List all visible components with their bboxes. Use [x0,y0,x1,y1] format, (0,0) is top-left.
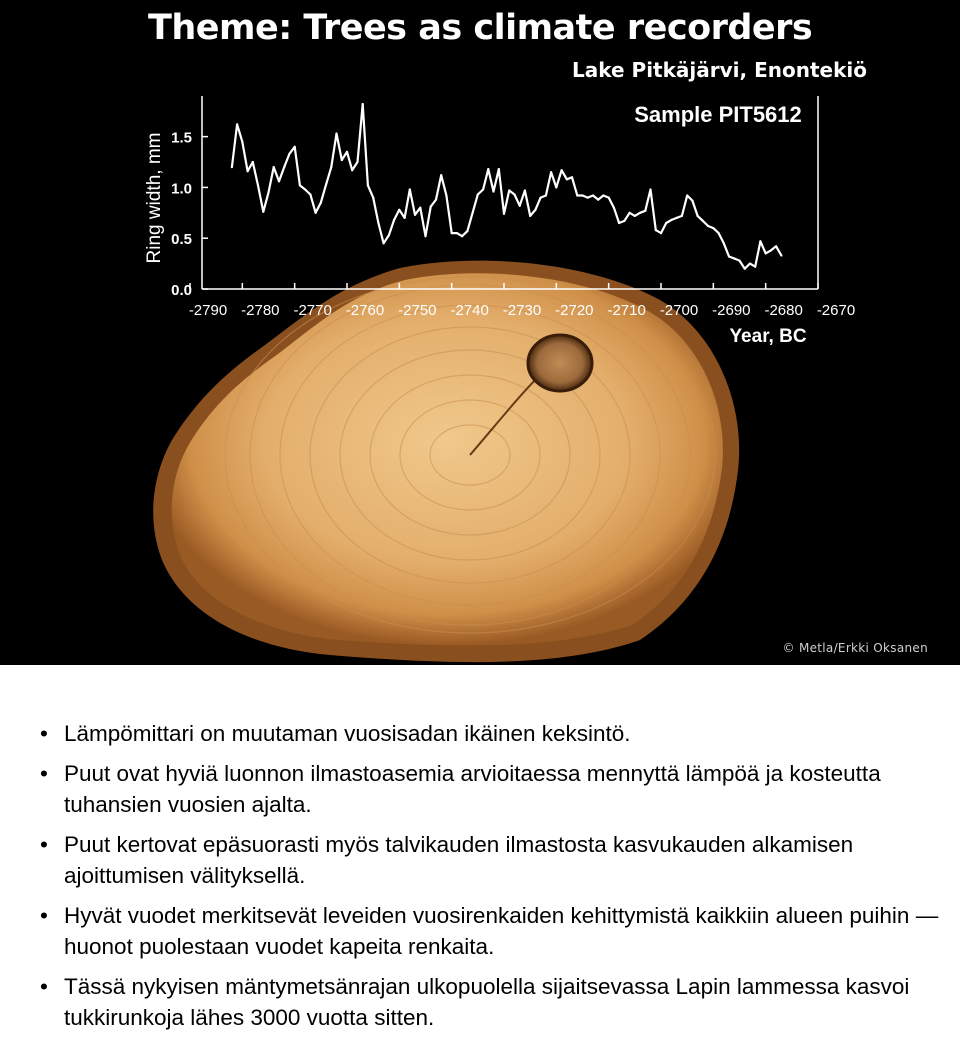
data-point [655,229,657,231]
bullet-dot: • [40,761,48,786]
data-point [404,217,406,219]
data-point [252,161,254,163]
data-point [503,213,505,215]
data-point [639,212,641,214]
data-point [691,200,693,202]
x-tick-label: -2710 [607,302,646,319]
data-point [545,194,547,196]
bullet-text: Puut ovat hyviä luonnon ilmastoasemia arvioitaessa mennyttä lämpöä ja kosteutta tuhansien vuosien ajalta. [64,761,881,817]
data-point [498,168,500,170]
data-point [613,207,615,209]
data-point [367,184,369,186]
x-tick-label: -2780 [241,302,280,319]
tree-ring-photo [153,261,739,662]
data-point [461,235,463,237]
bullet-text: Puut kertovat epäsuorasti myös talvikauden ilmastosta kasvukauden alkamisen ajoittumisen välityksellä. [64,832,854,888]
data-point [759,240,761,242]
data-point [247,170,249,172]
x-tick-label: -2770 [293,302,332,319]
data-point [561,169,563,171]
data-point [555,186,557,188]
y-tick-label: 1.0 [171,180,192,198]
data-point [670,219,672,221]
photo-credit: © Metla/Erkki Oksanen [782,641,928,655]
data-point [581,194,583,196]
data-point [492,190,494,192]
data-point [294,146,296,148]
data-point [534,209,536,211]
data-point [419,207,421,209]
data-point [702,220,704,222]
data-point [356,161,358,163]
data-point [236,123,238,125]
data-point [723,242,725,244]
data-point [273,166,275,168]
data-point [335,133,337,135]
bullet-text: Lämpömittari on muutaman vuosisadan ikäinen keksintö. [64,721,631,746]
data-point [618,222,620,224]
bullet-text: Hyvät vuodet merkitsevät leveiden vuosirenkaiden kehittymistä kaikkiin alueen puihin — huonot puolestaan vuodet kapeita renkaita. [64,903,939,959]
data-point [278,180,280,182]
data-point [623,220,625,222]
data-point [770,249,772,251]
data-point [414,214,416,216]
data-point [529,215,531,217]
data-point [629,212,631,214]
bullet-item [40,900,940,962]
y-axis-label: Ring width, mm [144,132,165,264]
data-point [728,255,730,257]
x-tick-label: -2700 [659,302,699,319]
data-point [608,197,610,199]
data-point [304,188,306,190]
x-axis-label: Year, BC [729,326,807,347]
data-point [451,232,453,234]
data-point [697,215,699,217]
bullet-dot: • [40,832,48,857]
data-point [550,171,552,173]
data-point [320,202,322,204]
data-point [524,189,526,191]
location-label: Lake Pitkäjärvi, Enontekiö [572,58,867,82]
data-point [456,232,458,234]
bullet-item [40,718,940,749]
data-point [362,103,364,105]
data-point [754,266,756,268]
data-point [660,232,662,234]
data-point [435,199,437,201]
bullet-item [40,829,940,891]
data-point [712,227,714,229]
data-point [257,184,259,186]
data-point [351,169,353,171]
data-point [775,245,777,247]
data-point [649,188,651,190]
data-point [707,225,709,227]
data-point [519,205,521,207]
data-point [409,188,411,190]
data-point [383,242,385,244]
bullet-dot: • [40,903,48,928]
data-point [398,209,400,211]
bullet-item [40,758,940,820]
data-point [592,194,594,196]
data-point [309,193,311,195]
bullet-dot: • [40,974,48,999]
branch-knot [528,335,592,391]
data-point [508,189,510,191]
data-point [315,212,317,214]
data-point [487,168,489,170]
data-point [472,212,474,214]
data-point [482,188,484,190]
x-tick-label: -2680 [764,302,803,319]
x-tick-label: -2750 [398,302,437,319]
x-tick-label: -2720 [555,302,594,319]
y-tick-label: 1.5 [171,129,192,147]
data-point [440,174,442,176]
data-point [597,199,599,201]
data-point [644,210,646,212]
data-point [424,235,426,237]
data-point [749,263,751,265]
data-point [513,193,515,195]
x-tick-label: -2730 [502,302,542,319]
x-tick-label: -2760 [345,302,385,319]
y-tick-label: 0.5 [171,231,192,249]
data-point [299,184,301,186]
data-point [393,219,395,221]
data-point [325,183,327,185]
x-tick-label: -2690 [712,302,751,319]
data-point [330,166,332,168]
data-point [576,194,578,196]
slide-title: Theme: Trees as climate recorders [148,8,813,48]
data-point [283,166,285,168]
data-point [686,194,688,196]
chart-title: Sample PIT5612 [634,102,802,127]
data-point [466,230,468,232]
data-point [718,232,720,234]
data-point [566,178,568,180]
data-point [346,151,348,153]
wood-cross-section [172,273,723,645]
data-point [372,197,374,199]
bullet-dot: • [40,721,48,746]
bullet-item [40,971,940,1033]
data-point [571,176,573,178]
data-point [288,153,290,155]
data-point [676,217,678,219]
data-point [733,257,735,259]
data-point [341,159,343,161]
data-point [587,197,589,199]
data-point [634,215,636,217]
ring-width-line [232,104,782,269]
x-tick-label: -2670 [816,302,856,319]
data-point [744,268,746,270]
data-point [430,206,432,208]
data-point [602,194,604,196]
data-point [477,193,479,195]
data-point [765,252,767,254]
bullet-list [40,718,940,1042]
data-point [681,215,683,217]
x-tick-label: -2790 [188,302,228,319]
data-point [267,191,269,193]
data-point [780,254,782,256]
data-point [665,222,667,224]
bullet-text: Tässä nykyisen mäntymetsänrajan ulkopuolella sijaitsevassa Lapin lammessa kasvoi tukkirunkoja lähes 3000 vuotta sitten. [64,974,910,1030]
data-point [231,166,233,168]
data-point [377,222,379,224]
data-point [445,194,447,196]
data-point [388,234,390,236]
data-point [738,260,740,262]
data-point [241,141,243,143]
data-point [262,211,264,213]
data-point [540,197,542,199]
y-tick-label: 0.0 [171,282,192,299]
x-tick-label: -2740 [450,302,489,319]
